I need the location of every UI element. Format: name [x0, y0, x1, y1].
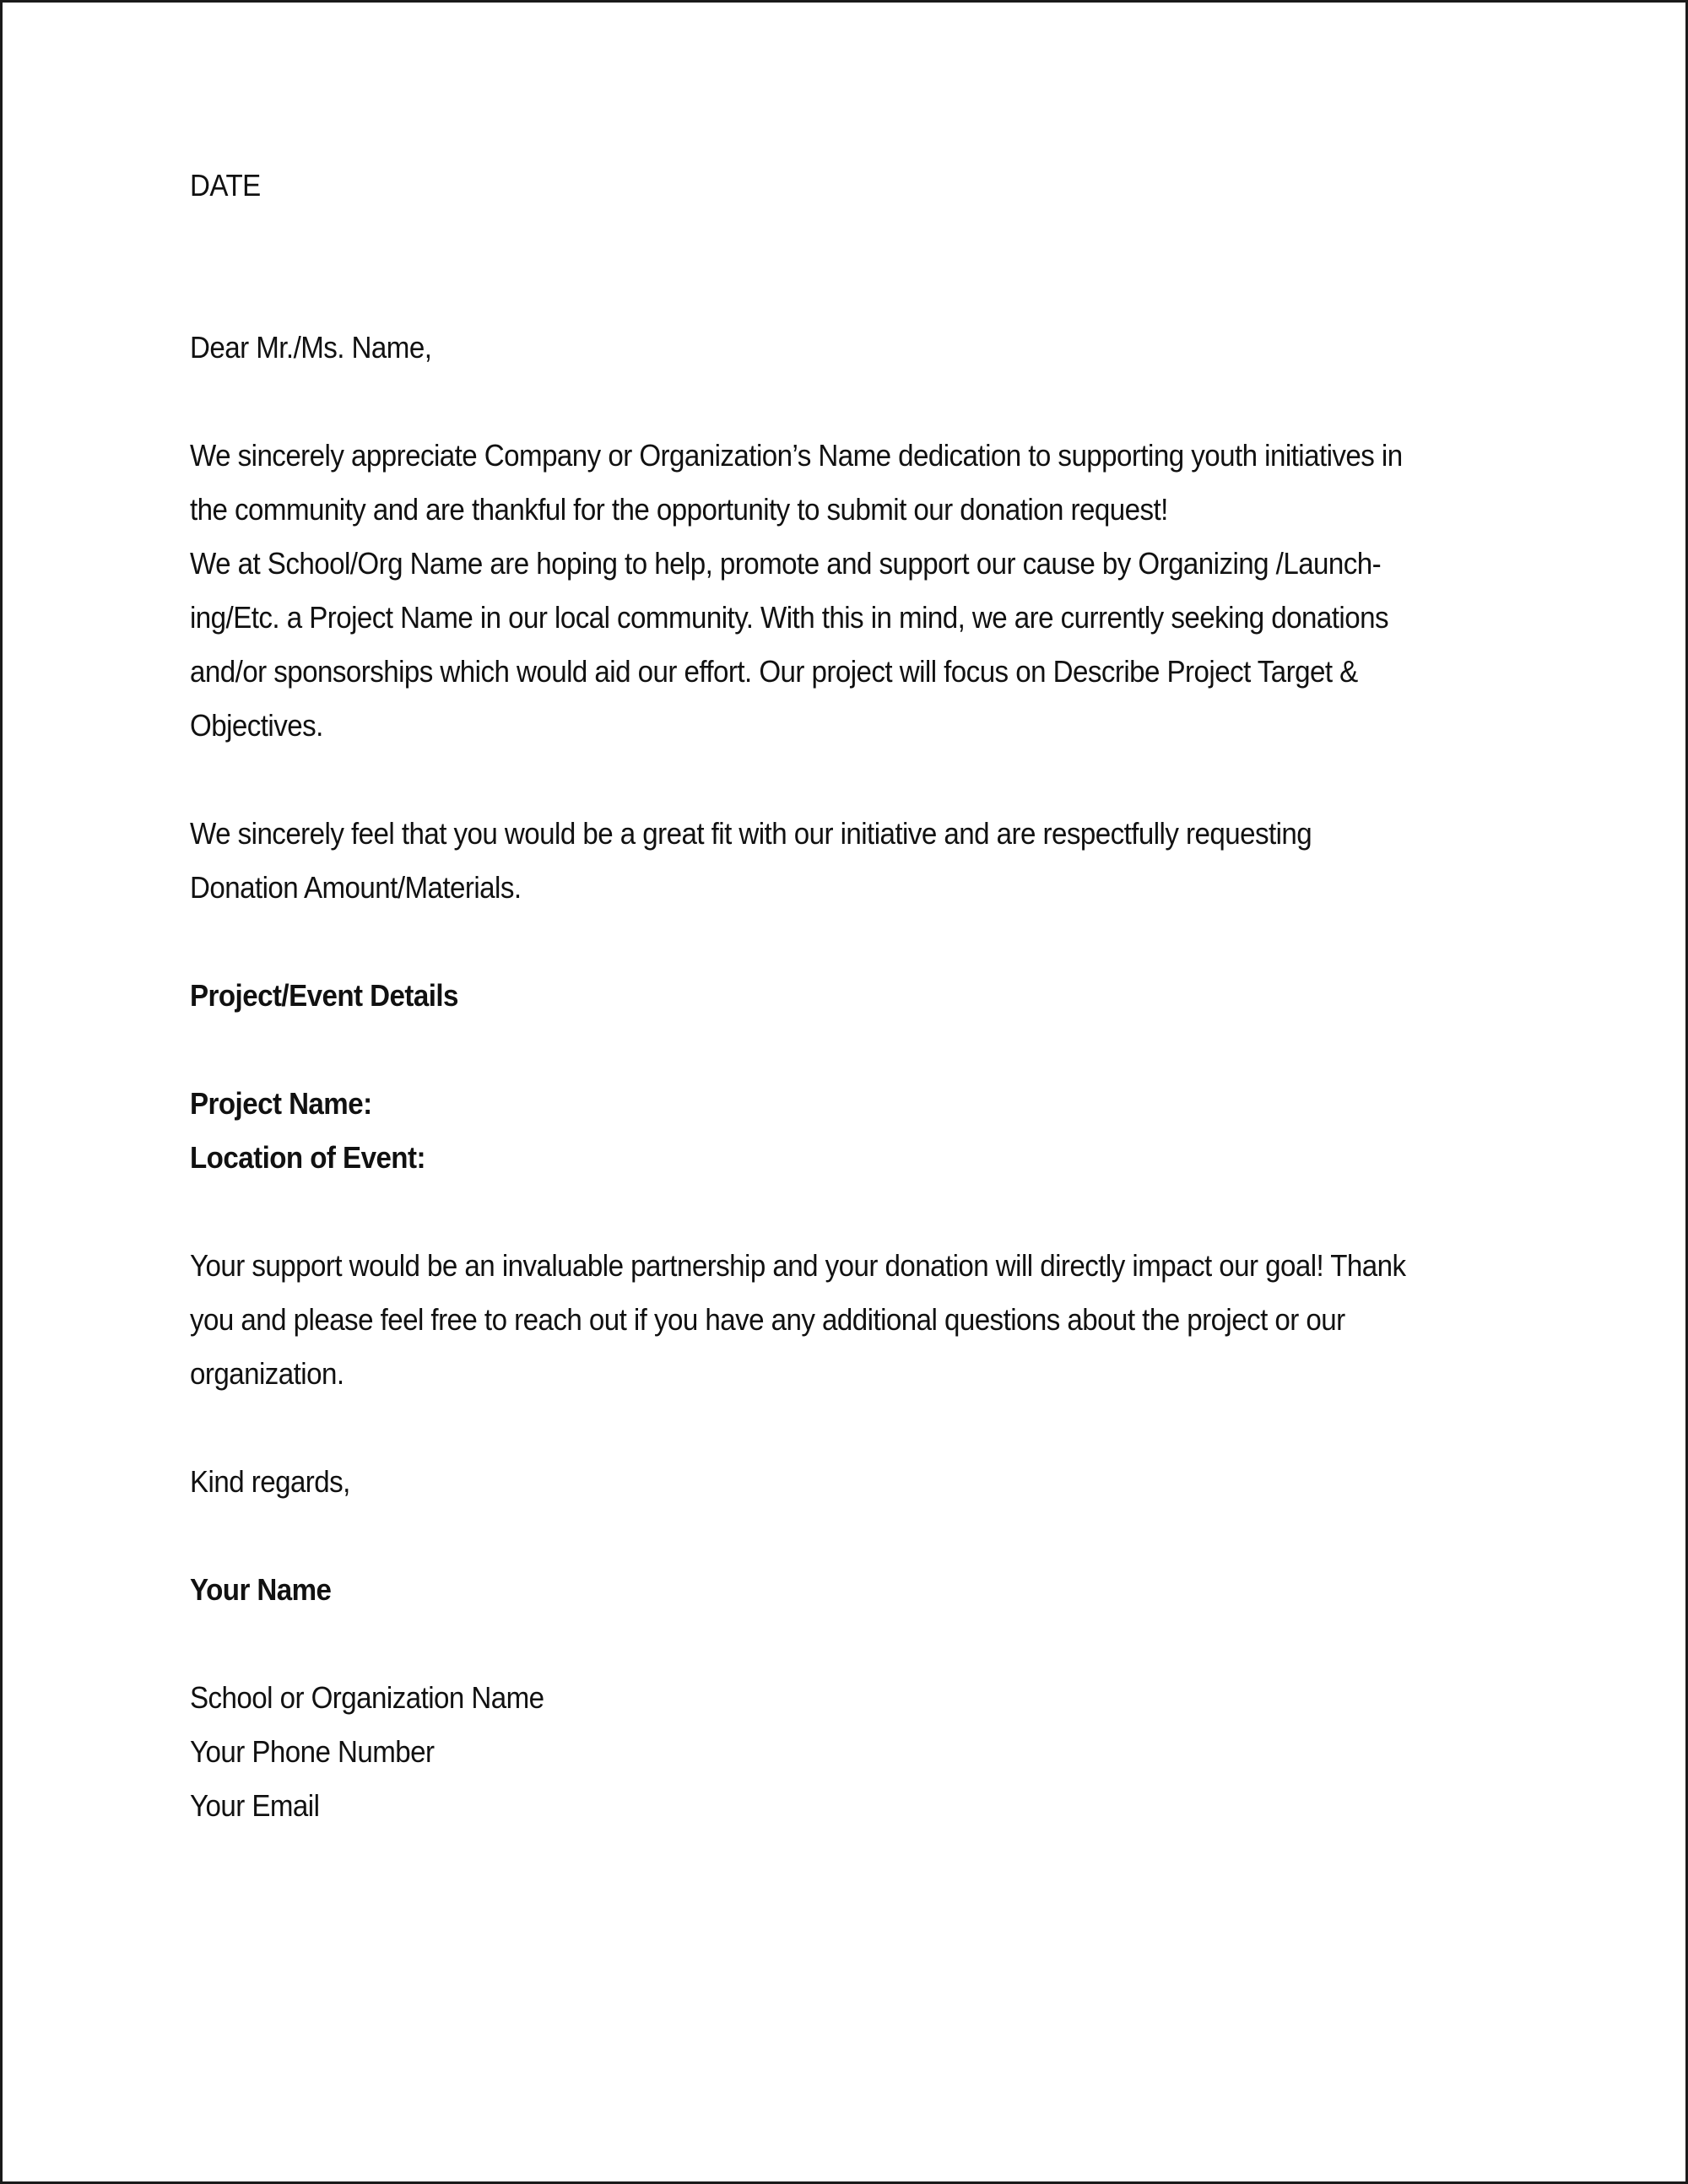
spacer [190, 915, 1447, 969]
signer-name: Your Name [190, 1572, 332, 1607]
paragraph-request [190, 807, 1447, 915]
salutation: Dear Mr./Ms. Name, [190, 330, 432, 365]
paragraph-line: organization. [190, 1356, 344, 1391]
spacer [190, 753, 1447, 807]
paragraph-line: the community and are thankful for the opportunity to submit our donation request! [190, 492, 1168, 527]
spacer [190, 1185, 1447, 1239]
paragraph-line: Objectives. [190, 708, 323, 743]
paragraph-intro [190, 429, 1447, 753]
closing: Kind regards, [190, 1464, 350, 1499]
project-name-label: Project Name: [190, 1086, 372, 1121]
paragraph-line: We sincerely feel that you would be a great fit with our initiative and are respectfully requesting [190, 816, 1312, 851]
paragraph-line: Donation Amount/Materials. [190, 870, 522, 905]
spacer [190, 1509, 1447, 1563]
paragraph-line: ing/Etc. a Project Name in our local community. With this in mind, we are currently seeking donations [190, 600, 1388, 635]
letter-body [190, 159, 1447, 1833]
spacer [190, 375, 1447, 429]
letter-date: DATE [190, 168, 261, 203]
paragraph-line: We sincerely appreciate Company or Organization’s Name dedication to supporting youth initiatives in [190, 438, 1403, 473]
signer-email: Your Email [190, 1788, 320, 1823]
spacer [190, 1401, 1447, 1455]
details-heading: Project/Event Details [190, 978, 458, 1013]
signer-phone: Your Phone Number [190, 1734, 435, 1769]
paragraph-line: We at School/Org Name are hoping to help, promote and support our cause by Organizing /Launch- [190, 546, 1382, 581]
spacer [190, 1617, 1447, 1671]
paragraph-line: Your support would be an invaluable partnership and your donation will directly impact our goal! Thank [190, 1248, 1406, 1283]
location-label: Location of Event: [190, 1140, 425, 1175]
paragraph-line: you and please feel free to reach out if you have any additional questions about the project or our [190, 1302, 1345, 1337]
signer-organization: School or Organization Name [190, 1680, 544, 1715]
spacer [190, 1023, 1447, 1077]
paragraph-thanks [190, 1239, 1447, 1401]
paragraph-line: and/or sponsorships which would aid our effort. Our project will focus on Describe Project Target & [190, 654, 1358, 689]
